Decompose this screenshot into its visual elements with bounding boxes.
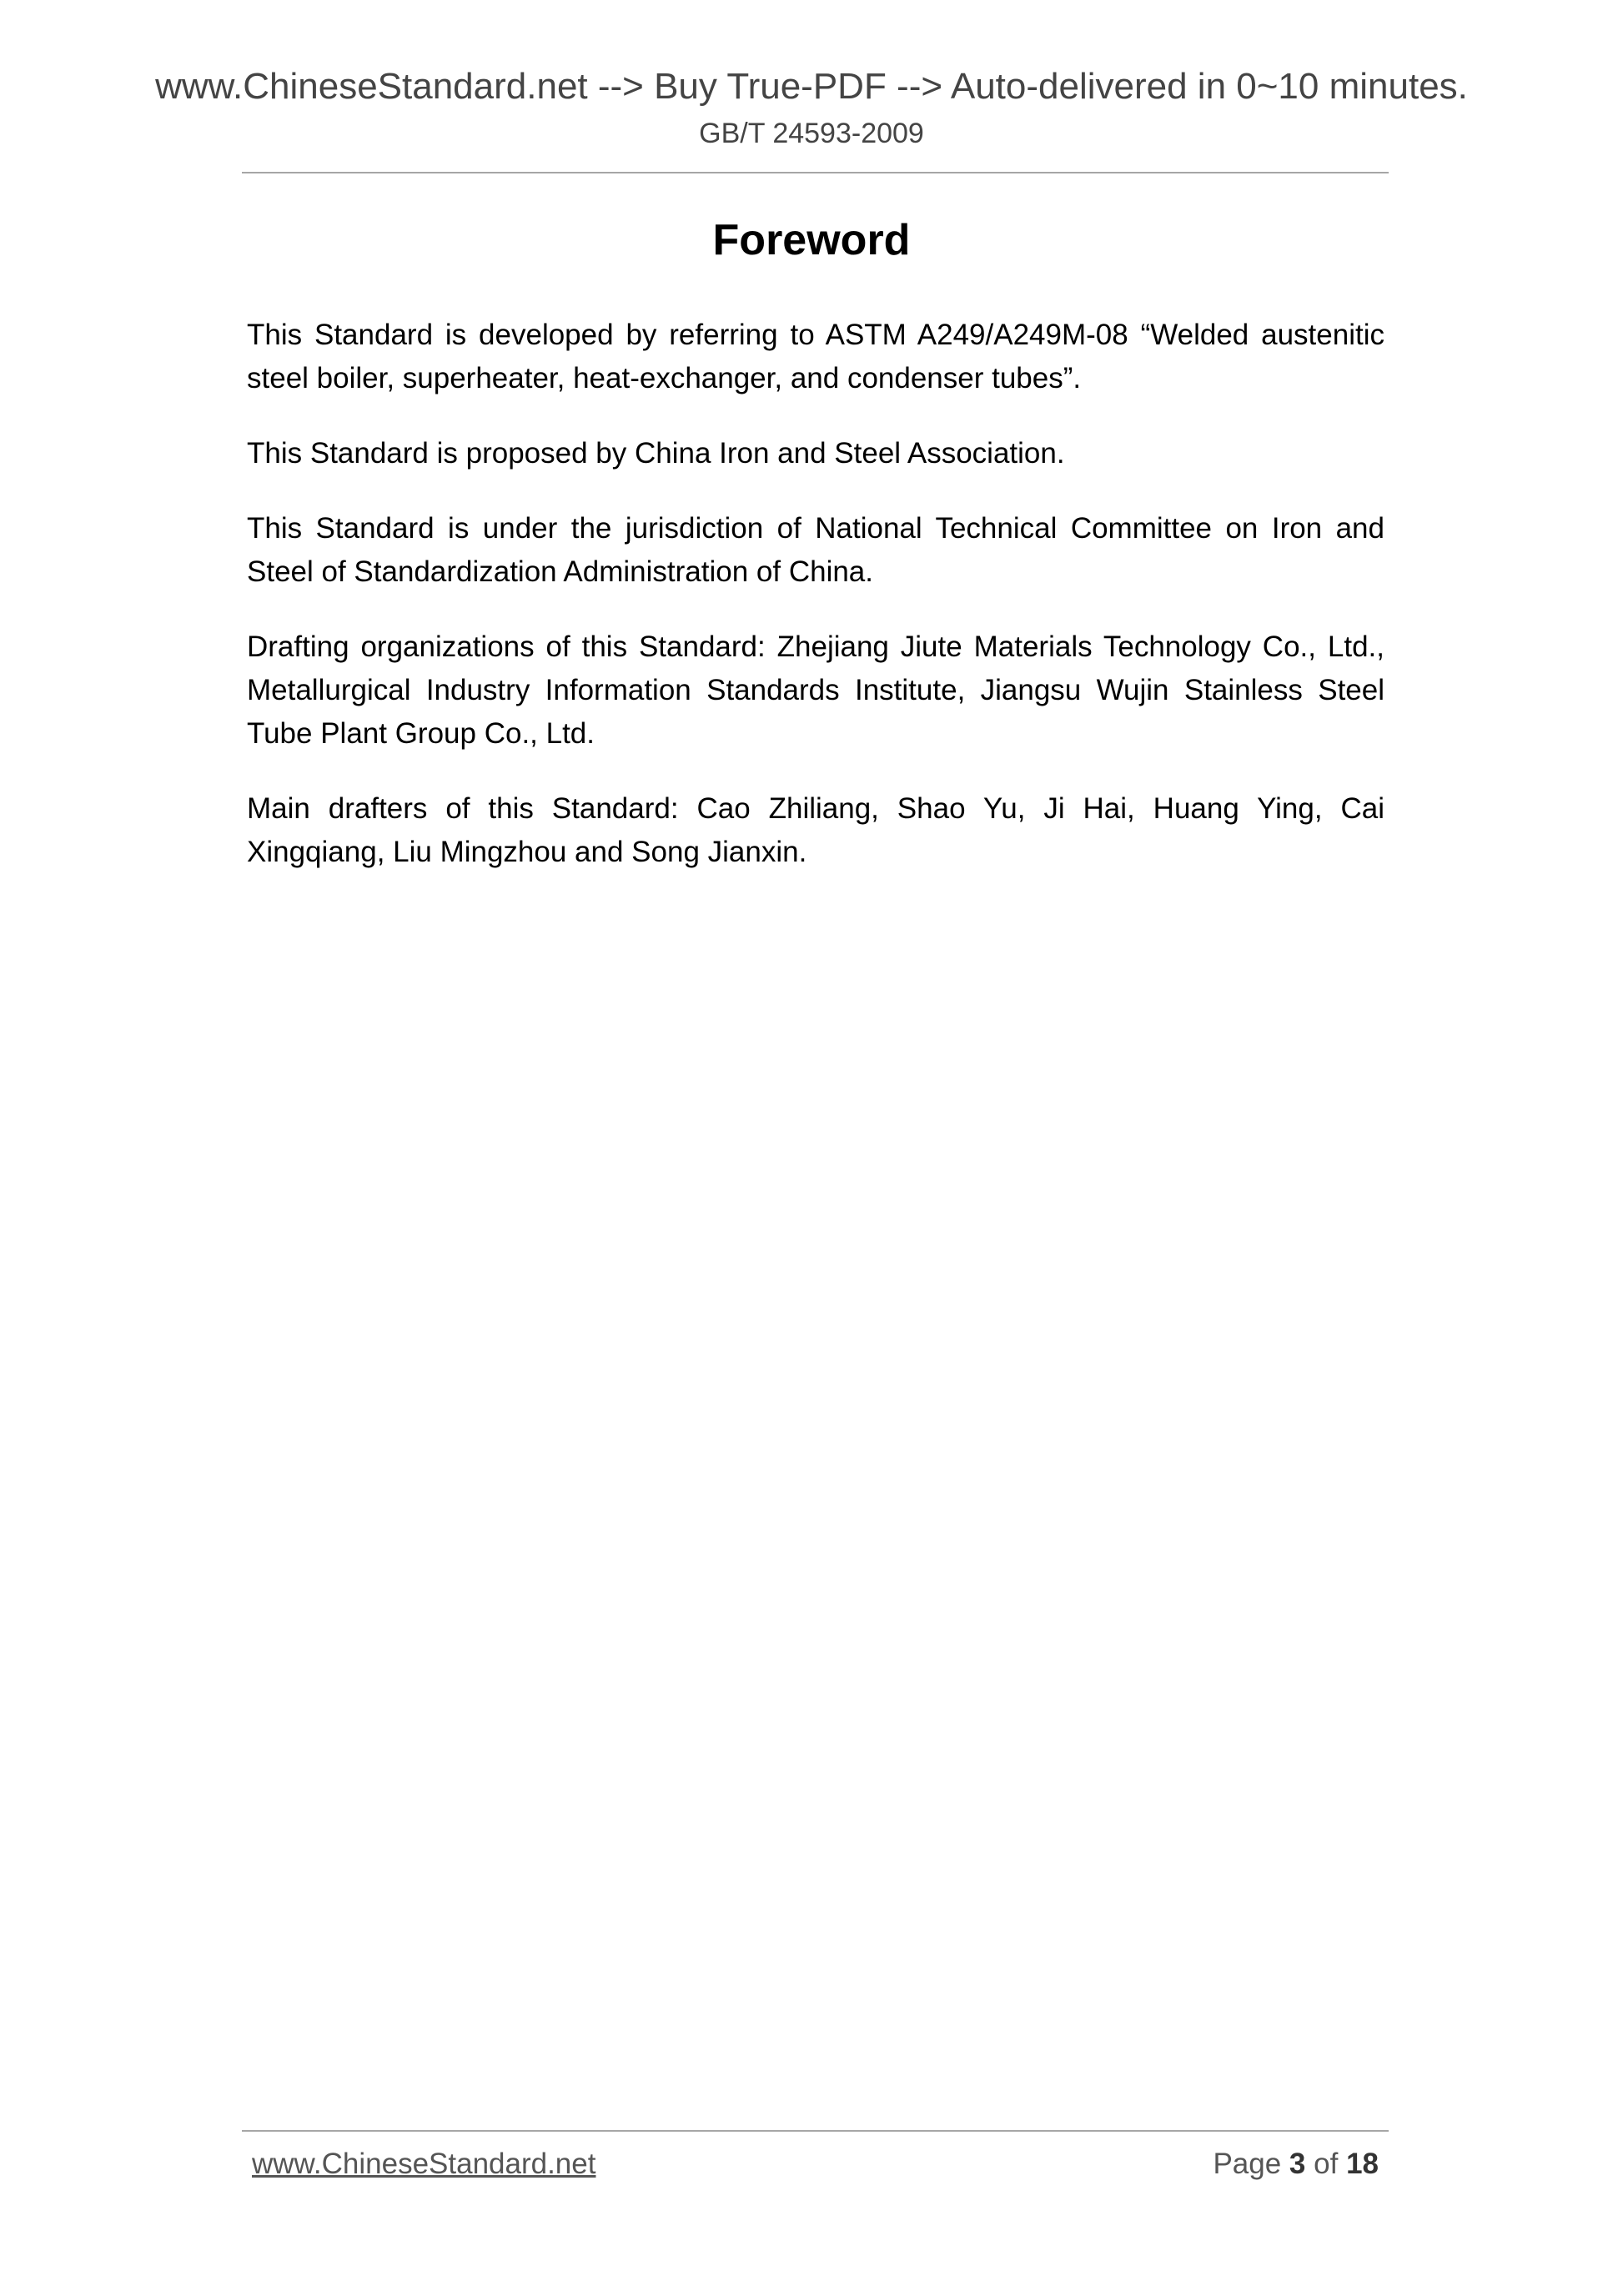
paragraph-drafting-organizations: Drafting organizations of this Standard: Zhejiang Jiute Materials Technology Co., Ltd., Metallurgical Industry Information Standards Institute, Jiangsu Wujin Stainless Steel Tube Plant Group Co., Ltd.: [247, 631, 1384, 750]
page-title: Foreword: [712, 216, 911, 264]
paragraph-jurisdiction: This Standard is under the jurisdiction of National Technical Committee on Iron and Steel of Standardization Administration of China.: [247, 512, 1384, 588]
page-current: 3: [1289, 2148, 1306, 2180]
footer-divider: [242, 2130, 1389, 2132]
paragraph-reference: This Standard is developed by referring to ASTM A249/A249M-08 “Welded austenitic steel boiler, superheater, heat-exchanger, and condenser tubes”.: [247, 319, 1384, 394]
footer-website-link[interactable]: www.ChineseStandard.net: [252, 2148, 596, 2180]
document-code: GB/T 24593-2009: [699, 118, 924, 149]
paragraph-proposer: This Standard is proposed by China Iron and Steel Association.: [247, 437, 1065, 470]
foreword-body: [247, 314, 1384, 906]
page-of-label: of: [1314, 2148, 1339, 2180]
page-total: 18: [1346, 2148, 1379, 2180]
page-number: [1213, 2144, 1379, 2184]
header-divider: [242, 172, 1389, 173]
page-label: Page: [1213, 2148, 1282, 2180]
header-banner: www.ChineseStandard.net --> Buy True-PDF --> Auto-delivered in 0~10 minutes.: [155, 66, 1468, 107]
paragraph-main-drafters: Main drafters of this Standard: Cao Zhiliang, Shao Yu, Ji Hai, Huang Ying, Cai Xingqiang, Liu Mingzhou and Song Jianxin.: [247, 792, 1384, 868]
